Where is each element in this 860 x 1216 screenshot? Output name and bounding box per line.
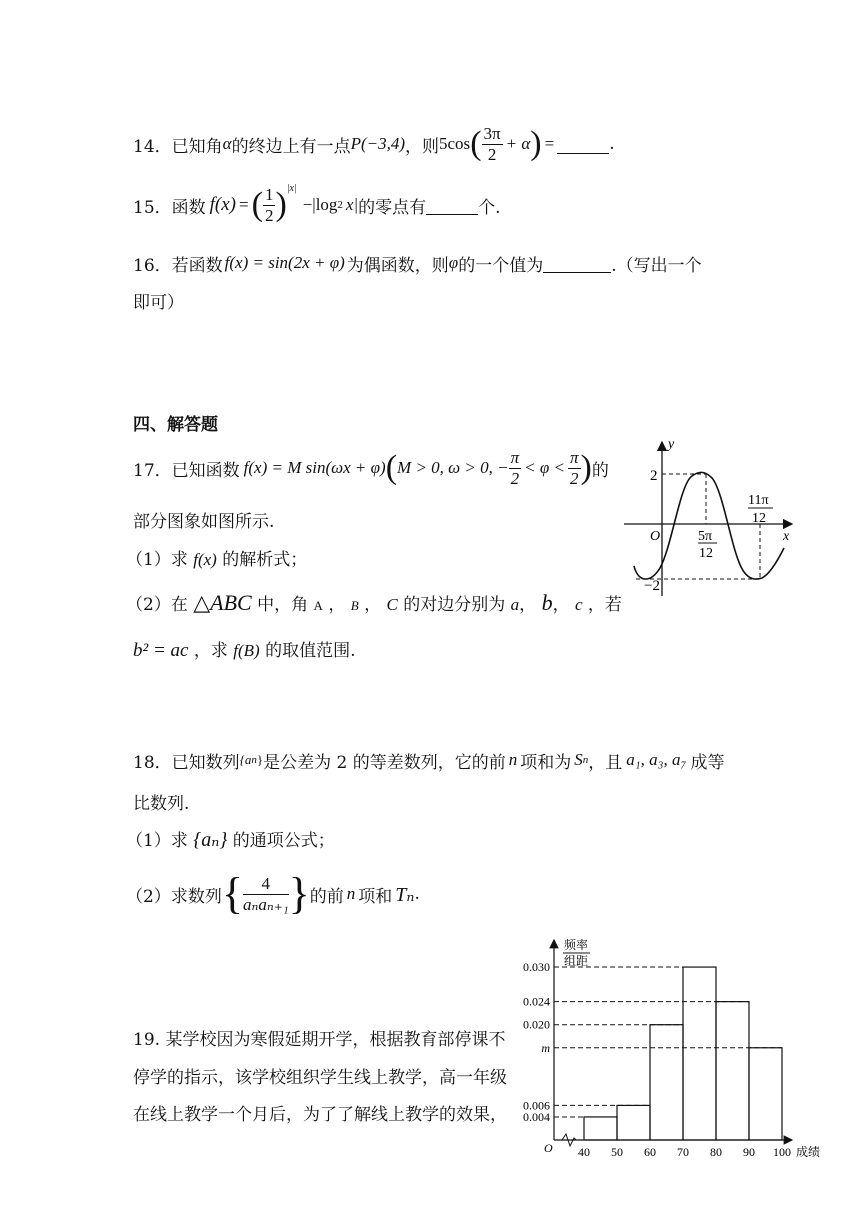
- hist-bar: [584, 1117, 617, 1140]
- hist-ylabel-top: 频率: [564, 938, 589, 952]
- q14-number: 14．: [133, 136, 172, 157]
- q17-part-2-line-2: [133, 636, 356, 662]
- q15-number: 15．: [133, 197, 172, 218]
- q17-p2-a: a: [510, 595, 520, 614]
- q17-p3-formula: b² = ac: [133, 640, 189, 661]
- q18-p2-fraction: [243, 874, 289, 914]
- graph-tick2-num: 11π: [748, 493, 769, 508]
- hist-x-tick-label: 40: [578, 1145, 590, 1159]
- graph-y-max: 2: [650, 468, 658, 484]
- q18-brace-open: {: [221, 869, 243, 918]
- hist-y-tick-label: 0.004: [523, 1109, 550, 1124]
- frequency-histogram: [510, 934, 840, 1164]
- q17-p2-text-d: 的对边分别为: [403, 595, 506, 615]
- hist-bar: [683, 967, 716, 1140]
- q17-p3-fB: f(B): [233, 641, 260, 660]
- q17-text-1: 已知函数: [171, 460, 240, 481]
- q14-eq: =: [544, 134, 555, 153]
- q18-line-2: 比数列.: [133, 794, 190, 814]
- q17-p2-comma-1: ，: [328, 595, 346, 615]
- q18-terms: a₁, a₃, a₇: [626, 750, 687, 769]
- hist-bar: [650, 1025, 683, 1140]
- q16-text-3: 的一个值为: [458, 255, 544, 276]
- q15-eq: =: [239, 195, 249, 214]
- q17-paren-open: (: [385, 449, 398, 486]
- q17-number: 17．: [133, 460, 172, 481]
- q14-fraction: [482, 124, 503, 164]
- q19-line-1: 19. 某学校因为寒假延期开学，根据教育部停课不: [133, 1030, 506, 1050]
- graph-tick1-den: 12: [699, 546, 713, 561]
- q17-p1-label: （1）求: [126, 550, 188, 570]
- sine-graph: [620, 436, 800, 602]
- q15-fx: f(x): [209, 194, 237, 215]
- q17-line-2: 部分图象如图所示.: [133, 512, 275, 532]
- hist-ylabel-bottom: 组距: [564, 954, 589, 968]
- q17-p2-text-b: 中，角: [257, 595, 309, 615]
- q17-p2-c: c: [574, 595, 583, 614]
- q18-text-3: 项和为: [520, 752, 572, 773]
- hist-y-tick-label: 0.030: [523, 960, 550, 975]
- q16-text-4: .（写出一个: [611, 255, 702, 276]
- q16-text-2: 为偶函数，则: [346, 255, 449, 276]
- q17-p2-text-a: （2）在: [126, 595, 188, 615]
- question-18: [133, 746, 724, 774]
- hist-y-tick-label: 0.006: [523, 1098, 550, 1113]
- graph-x-label: x: [783, 529, 790, 544]
- hist-x-tick-label: 80: [710, 1145, 722, 1159]
- q15-frac-num: 1: [264, 184, 274, 204]
- q14-frac-num: 3π: [483, 123, 501, 143]
- graph-y-min: −2: [644, 578, 660, 594]
- graph-tick1-num: 5π: [698, 529, 713, 544]
- question-17: [133, 446, 609, 490]
- q18-p2-frac-den: aₙaₙ₊₁: [242, 894, 289, 914]
- q15-paren-close: ): [275, 186, 287, 223]
- q17-p2-b: b: [541, 590, 553, 615]
- q18-part-2: [126, 864, 420, 924]
- section-title: 四、解答题: [133, 415, 218, 435]
- q17-p2-comma-2: ，: [364, 595, 382, 615]
- q18-seq-close: }: [256, 752, 264, 767]
- hist-x-tick-label: 60: [644, 1145, 656, 1159]
- q17-p2-triangle: △ABC: [193, 590, 252, 615]
- q17-frac-b-num: π: [570, 447, 579, 467]
- q18-p2-text-c: 项和: [358, 886, 393, 907]
- q18-p2-text-b: 的前: [309, 886, 344, 907]
- q18-S: S: [574, 750, 583, 769]
- question-15: [133, 181, 501, 229]
- hist-y-tick-label: 0.020: [523, 1017, 550, 1032]
- q17-text-2: 的: [591, 460, 609, 481]
- q15-fraction: [263, 185, 276, 225]
- q17-p2-C: C: [386, 595, 398, 614]
- q14-paren-open: (: [470, 125, 482, 162]
- q15-log-arg: x|: [345, 195, 359, 214]
- q18-p2-T: Tₙ: [395, 883, 415, 906]
- graph-origin: O: [650, 529, 661, 544]
- q18-p2-frac-num: 4: [243, 874, 289, 895]
- question-14: [133, 122, 615, 166]
- q18-brace-close: }: [288, 869, 310, 918]
- q15-answer-blank[interactable]: [426, 196, 478, 215]
- q18-text-4: ，且: [588, 752, 623, 773]
- q17-p3-text-b: 的取值范围.: [265, 641, 356, 661]
- q14-coef: 5cos: [439, 134, 471, 153]
- q18-S-n: n: [582, 754, 589, 766]
- q16-line-2: 即可）: [133, 293, 184, 313]
- q17-p2-text-e: ，若: [587, 595, 622, 615]
- q17-frac-a-num: π: [510, 447, 520, 467]
- q18-p1-text-a: （1）求: [126, 831, 188, 851]
- q15-text-1: 函数: [171, 197, 206, 218]
- q17-formula: f(x) = M sin(ωx + φ): [243, 458, 386, 477]
- q16-number: 16．: [133, 255, 172, 276]
- q17-part-2: （2）在 △ABC 中，角 A ， B ， C 的对边分别为 a， b， c ，若: [126, 590, 622, 615]
- graph-tick2-den: 12: [752, 511, 766, 526]
- hist-y-tick-label: m: [541, 1040, 550, 1055]
- q17-frac-b-den: 2: [570, 468, 579, 488]
- q14-tail: .: [609, 134, 615, 154]
- q15-frac-den: 2: [264, 205, 274, 225]
- q18-part-1: [126, 826, 335, 852]
- q14-text-3: ，则: [405, 136, 440, 157]
- q16-answer-blank[interactable]: [543, 254, 611, 273]
- q15-exponent: |x|: [286, 183, 297, 194]
- q17-frac-b: [568, 448, 581, 488]
- q14-paren-close: ): [530, 125, 542, 162]
- q19-line-2: 停学的指示，该学校组织学生线上教学，高一年级: [133, 1068, 507, 1088]
- q18-text-5: 成等: [690, 752, 725, 773]
- q15-text-2: 的零点有: [358, 197, 427, 218]
- q17-p2-A: A: [313, 598, 323, 613]
- hist-y-tick-label: 0.024: [523, 994, 550, 1009]
- q16-text-1: 若函数: [171, 255, 223, 276]
- q18-p1-seq: {aₙ}: [193, 829, 228, 851]
- hist-x-tick-label: 90: [743, 1145, 755, 1159]
- q18-text-2: 是公差为 2 的等差数列，它的前: [263, 752, 506, 773]
- q14-text-1: 已知角: [171, 136, 223, 157]
- q14-frac-den: 2: [487, 144, 497, 164]
- q15-minus-log: −|log: [302, 195, 338, 214]
- q14-alpha: α: [222, 134, 232, 153]
- q14-text-2: 的终边上有一点: [231, 136, 351, 157]
- hist-x-tick-label: 70: [677, 1145, 689, 1159]
- q18-seq: {a: [239, 752, 252, 767]
- q16-formula: f(x) = sin(2x + φ): [224, 253, 345, 272]
- hist-origin: O: [544, 1141, 553, 1155]
- q14-answer-blank[interactable]: [557, 135, 609, 154]
- q17-p1-tail: 的解析式；: [222, 550, 308, 570]
- hist-xlabel: 成绩: [796, 1145, 821, 1159]
- q14-point: P(−3,4): [350, 134, 406, 153]
- q18-seq-n: n: [251, 754, 257, 766]
- question-16: [133, 249, 702, 277]
- q17-part-1: [126, 545, 307, 570]
- q17-p3-text-a: ，求: [193, 641, 228, 661]
- q17-paren-close: ): [580, 449, 592, 486]
- hist-bar: [716, 1002, 749, 1140]
- q17-inequality: < φ <: [524, 458, 566, 477]
- hist-bar: [617, 1105, 650, 1140]
- q17-frac-a: [509, 448, 522, 488]
- q18-p1-text-b: 的通项公式；: [232, 831, 335, 851]
- hist-x-tick-label: 100: [773, 1145, 791, 1159]
- q16-phi: φ: [448, 253, 459, 272]
- q17-p1-fx: f(x): [193, 550, 217, 569]
- q18-p2-text-d: .: [414, 884, 420, 904]
- q17-condition: M > 0, ω > 0, −: [397, 458, 509, 477]
- hist-bar: [749, 1048, 782, 1140]
- q18-n: n: [508, 750, 518, 769]
- q18-p2-n: n: [346, 884, 356, 903]
- q18-p2-text-a: （2）求数列: [126, 886, 222, 907]
- q17-frac-a-den: 2: [510, 468, 520, 488]
- q15-paren-open: (: [251, 186, 263, 223]
- q15-log-base: 2: [337, 199, 343, 211]
- q18-text-1: 已知数列: [171, 752, 240, 773]
- q18-number: 18．: [133, 752, 172, 773]
- q19-line-3: 在线上教学一个月后，为了了解线上教学的效果，: [133, 1105, 507, 1125]
- hist-x-tick-label: 50: [611, 1145, 623, 1159]
- q17-p2-B: B: [350, 598, 359, 613]
- q15-text-3: 个.: [478, 197, 501, 218]
- graph-y-label: y: [668, 437, 675, 452]
- q14-plus-alpha: + α: [505, 134, 531, 153]
